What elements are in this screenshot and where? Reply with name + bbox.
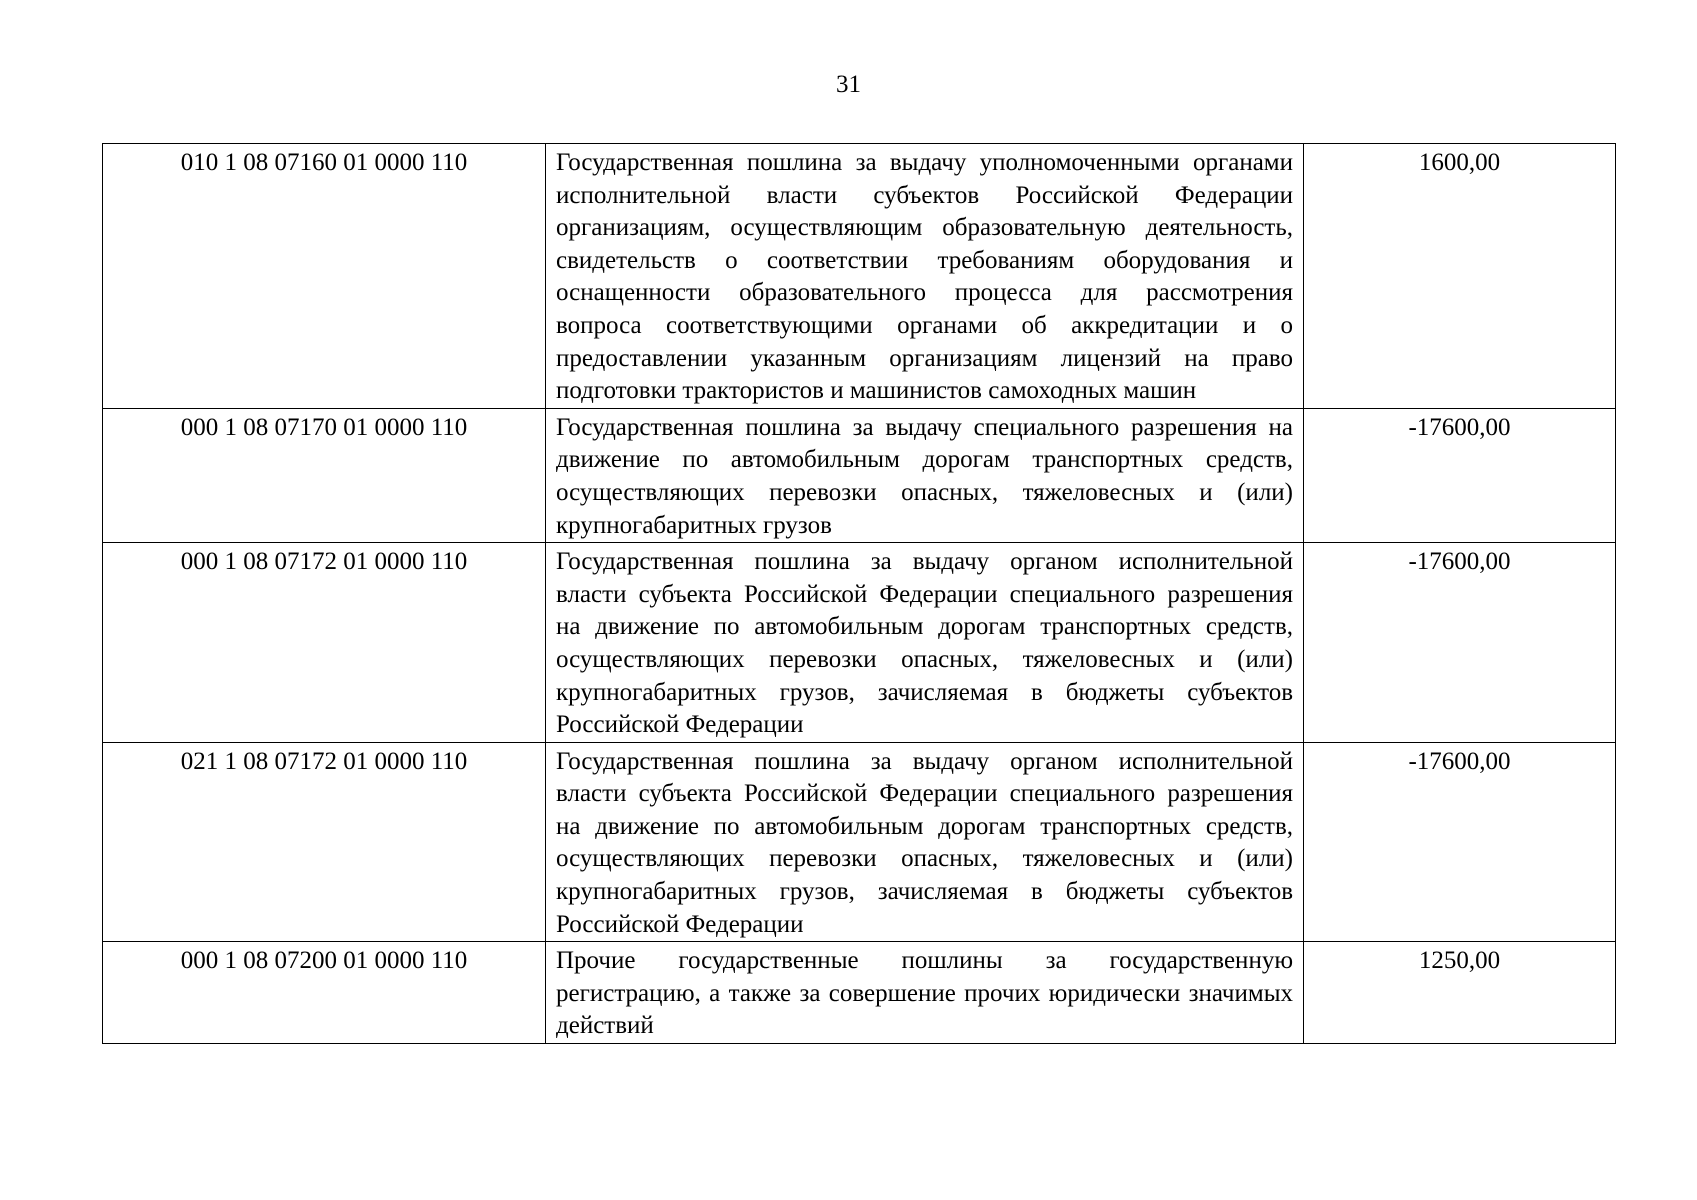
revenue-description: Государственная пошлина за выдачу уполномоченными органами исполнительной власти субъектов Российской Федерации организациям, осуществляющим образовательную деятельность, свидетельств о соответствии требованиям оборудования и оснащенности образовательного процесса для рассмотрения вопроса соответствующими органами об аккредитации и о предоставлении указанным организациям лицензий на право подготовки трактористов и машинистов самоходных машин xyxy=(546,144,1304,409)
table-row xyxy=(103,742,1616,942)
amount: -17600,00 xyxy=(1304,543,1616,743)
budget-classification-code: 000 1 08 07170 01 0000 110 xyxy=(103,408,546,542)
amount: -17600,00 xyxy=(1304,408,1616,542)
page-number: 31 xyxy=(836,71,861,98)
table-row xyxy=(103,408,1616,542)
revenue-description: Государственная пошлина за выдачу специального разрешения на движение по автомобильным дорогам транспортных средств, осуществляющих перевозки опасных, тяжеловесных и (или) крупногабаритных грузов xyxy=(546,408,1304,542)
revenue-description: Прочие государственные пошлины за государственную регистрацию, а также за совершение прочих юридически значимых действий xyxy=(546,942,1304,1044)
budget-revenue-table xyxy=(102,143,1616,1044)
revenue-description: Государственная пошлина за выдачу органом исполнительной власти субъекта Российской Федерации специального разрешения на движение по автомобильным дорогам транспортных средств, осуществляющих перевозки опасных, тяжеловесных и (или) крупногабаритных грузов, зачисляемая в бюджеты субъектов Российской Федерации xyxy=(546,742,1304,942)
budget-classification-code: 000 1 08 07172 01 0000 110 xyxy=(103,543,546,743)
table-row xyxy=(103,543,1616,743)
budget-classification-code: 021 1 08 07172 01 0000 110 xyxy=(103,742,546,942)
revenue-description: Государственная пошлина за выдачу органом исполнительной власти субъекта Российской Федерации специального разрешения на движение по автомобильным дорогам транспортных средств, осуществляющих перевозки опасных, тяжеловесных и (или) крупногабаритных грузов, зачисляемая в бюджеты субъектов Российской Федерации xyxy=(546,543,1304,743)
table-row xyxy=(103,942,1616,1044)
amount: 1250,00 xyxy=(1304,942,1616,1044)
amount: 1600,00 xyxy=(1304,144,1616,409)
budget-classification-code: 010 1 08 07160 01 0000 110 xyxy=(103,144,546,409)
amount: -17600,00 xyxy=(1304,742,1616,942)
table-row xyxy=(103,144,1616,409)
budget-classification-code: 000 1 08 07200 01 0000 110 xyxy=(103,942,546,1044)
